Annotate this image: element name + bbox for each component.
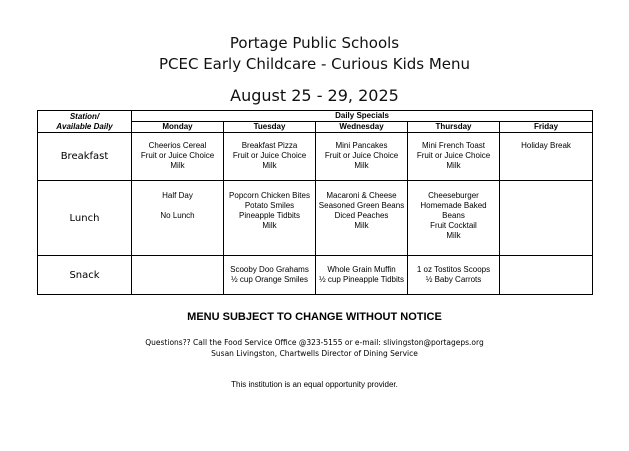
menu-item: Fruit or Juice Choice xyxy=(232,151,307,160)
station-header-line1: Station/ xyxy=(69,111,100,121)
org-title: Portage Public Schools xyxy=(229,34,400,52)
lunch-row xyxy=(38,181,593,256)
snack-tuesday xyxy=(224,256,316,295)
menu-table xyxy=(37,110,593,295)
menu-item: Milk xyxy=(354,221,369,230)
holiday-break: Holiday Break xyxy=(521,141,571,150)
station-header-line2: Available Daily xyxy=(56,121,113,131)
menu-item: Fruit or Juice Choice xyxy=(416,151,491,160)
equal-opportunity-statement: This institution is an equal opportunity provider. xyxy=(231,380,398,389)
contact-line: Questions?? Call the Food Service Office @323-5155 or e-mail: slivingston@portageps.org xyxy=(145,338,484,347)
menu-item: ½ cup Orange Smiles xyxy=(231,275,308,284)
menu-item: ½ cup Pineapple Tidbits xyxy=(319,275,404,284)
menu-item: Cheerios Cereal xyxy=(148,141,207,150)
daily-specials-header: Daily Specials xyxy=(132,111,593,122)
menu-item: Milk xyxy=(446,231,461,240)
day-thursday: Thursday xyxy=(408,122,500,133)
lunch-wednesday xyxy=(316,181,408,256)
director-line: Susan Livingston, Chartwells Director of Dining Service xyxy=(211,349,418,358)
lunch-thursday xyxy=(408,181,500,256)
snack-monday xyxy=(132,256,224,295)
menu-item: Beans xyxy=(442,211,465,220)
date-range: August 25 - 29, 2025 xyxy=(230,86,399,105)
menu-item: Diced Peaches xyxy=(334,211,389,220)
row-label-snack: Snack xyxy=(38,256,132,295)
breakfast-row xyxy=(38,133,593,181)
change-notice: MENU SUBJECT TO CHANGE WITHOUT NOTICE xyxy=(187,311,442,323)
breakfast-wednesday xyxy=(316,133,408,181)
menu-title: PCEC Early Childcare - Curious Kids Menu xyxy=(158,55,471,73)
menu-item: Mini French Toast xyxy=(422,141,485,150)
menu-item-spacer xyxy=(132,201,223,211)
station-header xyxy=(38,111,132,133)
menu-item: Milk xyxy=(354,161,369,170)
menu-item: Cheeseburger xyxy=(428,191,479,200)
day-friday: Friday xyxy=(500,122,593,133)
menu-item: Milk xyxy=(446,161,461,170)
menu-item: Macaroni & Cheese xyxy=(326,191,397,200)
menu-item: Breakfast Pizza xyxy=(241,141,298,150)
lunch-monday xyxy=(132,181,224,256)
lunch-tuesday xyxy=(224,181,316,256)
menu-item: Seasoned Green Beans xyxy=(318,201,405,210)
breakfast-friday xyxy=(500,133,593,181)
snack-wednesday xyxy=(316,256,408,295)
day-tuesday: Tuesday xyxy=(224,122,316,133)
menu-item: No Lunch xyxy=(160,211,195,220)
menu-item: Fruit or Juice Choice xyxy=(324,151,399,160)
breakfast-thursday xyxy=(408,133,500,181)
menu-item: 1 oz Tostitos Scoops xyxy=(416,265,491,274)
breakfast-tuesday xyxy=(224,133,316,181)
header-row-1 xyxy=(38,111,593,122)
menu-item: Fruit or Juice Choice xyxy=(140,151,215,160)
menu-item: Pineapple Tidbits xyxy=(239,211,300,220)
menu-item: Milk xyxy=(170,161,185,170)
menu-item: Whole Grain Muffin xyxy=(327,265,396,274)
lunch-friday xyxy=(500,181,593,256)
menu-item: Half Day xyxy=(162,191,193,200)
menu-item: Scooby Doo Grahams xyxy=(230,265,309,274)
row-label-lunch: Lunch xyxy=(38,181,132,256)
snack-thursday xyxy=(408,256,500,295)
day-monday: Monday xyxy=(132,122,224,133)
snack-friday xyxy=(500,256,593,295)
menu-item: Homemade Baked xyxy=(420,201,487,210)
menu-item: Fruit Cocktail xyxy=(430,221,477,230)
menu-item: Potato Smiles xyxy=(244,201,295,210)
day-wednesday: Wednesday xyxy=(316,122,408,133)
snack-row xyxy=(38,256,593,295)
breakfast-monday xyxy=(132,133,224,181)
menu-item: ½ Baby Carrots xyxy=(425,275,482,284)
row-label-breakfast: Breakfast xyxy=(38,133,132,181)
menu-item: Milk xyxy=(262,161,277,170)
menu-item: Popcorn Chicken Bites xyxy=(229,191,310,200)
menu-item: Mini Pancakes xyxy=(335,141,388,150)
menu-item: Milk xyxy=(262,221,277,230)
